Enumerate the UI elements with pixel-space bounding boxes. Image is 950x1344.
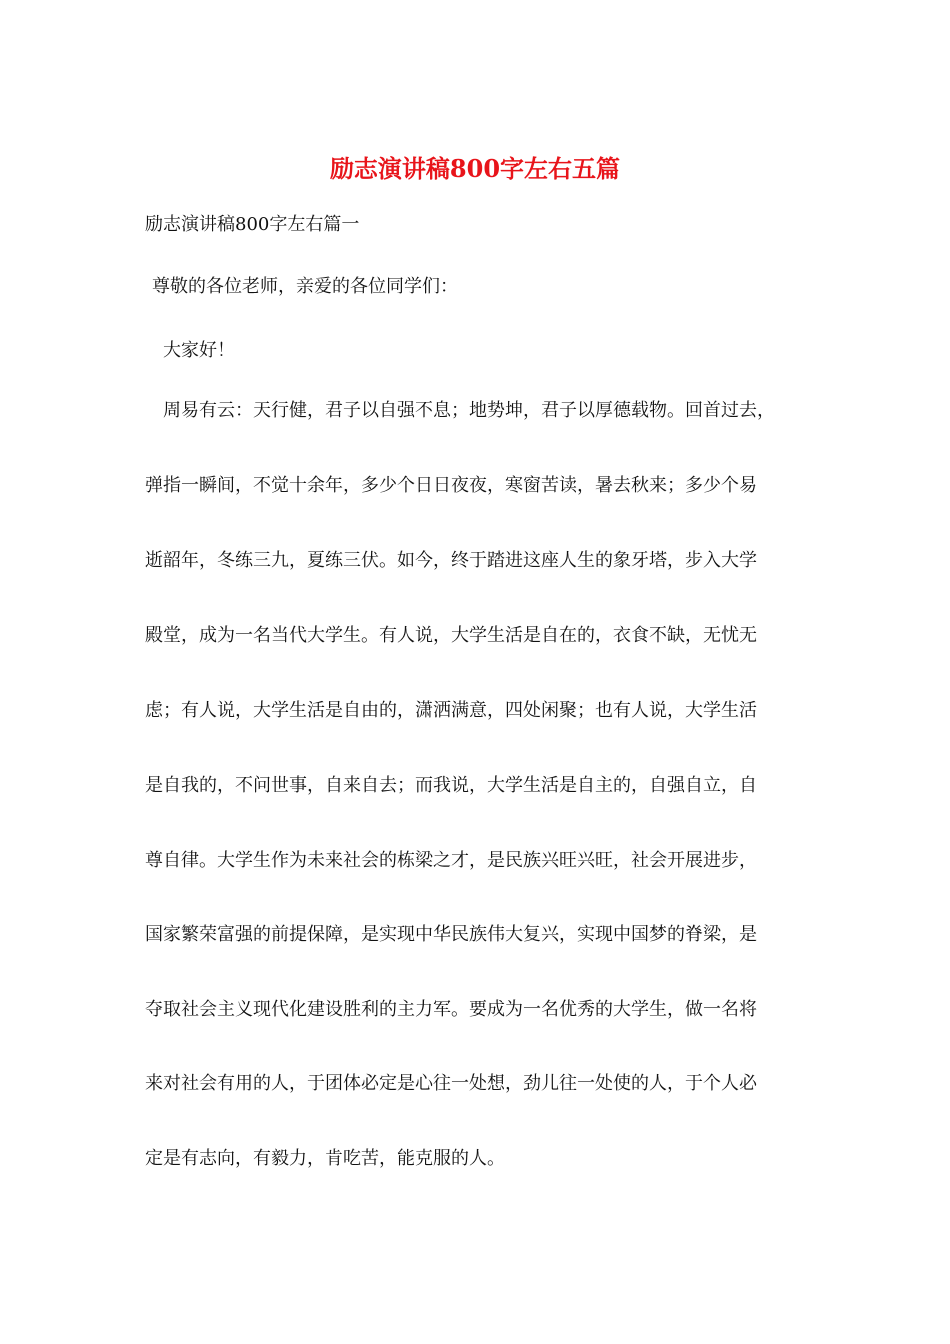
body-line: 夺取社会主义现代化建设胜利的主力军。要成为一名优秀的大学生，做一名将 [145, 999, 757, 1020]
body-line: 是自我的，不问世事，自来自去；而我说，大学生活是自主的，自强自立，自 [145, 775, 757, 796]
body-line: 殿堂，成为一名当代大学生。有人说，大学生活是自在的，衣食不缺，无忧无 [145, 625, 757, 646]
greeting-line: 大家好！ [163, 340, 235, 361]
section-heading: 励志演讲稿800字左右篇一 [145, 214, 360, 235]
body-line: 周易有云：天行健，君子以自强不息；地势坤，君子以厚德载物。回首过去， [163, 400, 775, 421]
body-line: 逝韶年，冬练三九，夏练三伏。如今，终于踏进这座人生的象牙塔，步入大学 [145, 550, 757, 571]
salutation-line: 尊敬的各位老师，亲爱的各位同学们： [152, 276, 458, 297]
body-line: 国家繁荣富强的前提保障，是实现中华民族伟大复兴，实现中国梦的脊梁，是 [145, 924, 757, 945]
body-line: 弹指一瞬间，不觉十余年，多少个日日夜夜，寒窗苦读，暑去秋来；多少个易 [145, 475, 757, 496]
body-line: 尊自律。大学生作为未来社会的栋梁之才，是民族兴旺兴旺，社会开展进步， [145, 850, 757, 871]
body-line: 来对社会有用的人，于团体必定是心往一处想，劲儿往一处使的人，于个人必 [145, 1073, 757, 1094]
document-title: 励志演讲稿800字左右五篇 [329, 154, 621, 183]
body-line: 定是有志向，有毅力，肯吃苦，能克服的人。 [145, 1148, 505, 1169]
body-line: 虑；有人说，大学生活是自由的，潇洒满意，四处闲聚；也有人说，大学生活 [145, 700, 757, 721]
